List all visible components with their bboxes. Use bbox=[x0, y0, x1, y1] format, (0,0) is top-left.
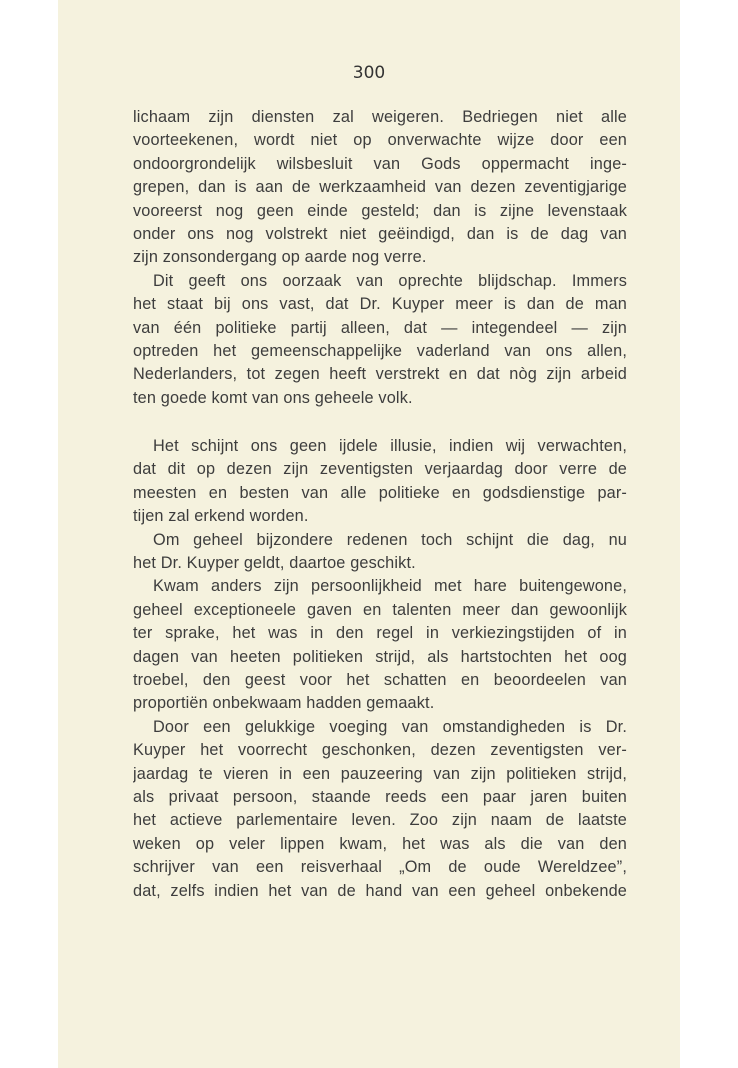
text-line: Kwam anders zijn persoonlijkheid met hare buitengewone, bbox=[153, 577, 627, 596]
paragraph bbox=[133, 529, 627, 576]
paragraph bbox=[133, 716, 627, 903]
text-line: grepen, dan is aan de werkzaamheid van dezen zeventigjarige bbox=[133, 178, 627, 197]
text-line: het staat bij ons vast, dat Dr. Kuyper meer is dan de man bbox=[133, 295, 627, 314]
text-line: schrijver van een reisverhaal „Om de oude Wereldzee”, bbox=[133, 858, 627, 877]
text-line: ter sprake, het was in den regel in verkiezingstijden of in bbox=[133, 624, 627, 643]
text-line: Door een gelukkige voeging van omstandigheden is Dr. bbox=[153, 717, 627, 736]
text-line: dat dit op dezen zijn zeventigsten verjaardag door verre de bbox=[133, 460, 627, 479]
text-line: onder ons nog volstrekt niet geëindigd, dan is de dag van bbox=[133, 224, 627, 243]
text-line: optreden het gemeenschappelijke vaderland van ons allen, bbox=[133, 341, 627, 360]
text-line: Nederlanders, tot zegen heeft verstrekt en dat nòg zijn arbeid bbox=[133, 365, 627, 384]
text-line: lichaam zijn diensten zal weigeren. Bedriegen niet alle bbox=[133, 108, 627, 126]
text-line: Kuyper het voorrecht geschonken, dezen zeventigsten ver- bbox=[133, 741, 627, 760]
body-text bbox=[133, 106, 627, 903]
text-line: ten goede komt van ons geheele volk. bbox=[133, 388, 413, 407]
text-line: van één politieke partij alleen, dat — integendeel — zijn bbox=[133, 318, 627, 337]
page-number: 300 bbox=[352, 63, 386, 83]
text-line: Het schijnt ons geen ijdele illusie, indien wij verwachten, bbox=[153, 437, 627, 456]
paragraph bbox=[133, 435, 627, 529]
text-line: meesten en besten van alle politieke en godsdienstige par- bbox=[133, 483, 627, 502]
text-line: als privaat persoon, staande reeds een paar jaren buiten bbox=[133, 787, 627, 806]
text-line: voorteekenen, wordt niet op onverwachte wijze door een bbox=[133, 131, 627, 150]
text-line: geheel exceptioneele gaven en talenten meer dan gewoonlijk bbox=[133, 600, 627, 619]
text-line: ondoorgrondelijk wilsbesluit van Gods oppermacht inge- bbox=[133, 154, 627, 173]
paragraph bbox=[133, 106, 627, 270]
text-line: het Dr. Kuyper geldt, daartoe geschikt. bbox=[133, 554, 416, 573]
text-line: vooreerst nog geen einde gesteld; dan is zijne levenstaak bbox=[133, 201, 627, 220]
text-line: tijen zal erkend worden. bbox=[133, 507, 309, 526]
text-line: Om geheel bijzondere redenen toch schijnt die dag, nu bbox=[153, 530, 627, 549]
text-line: proportiën onbekwaam hadden gemaakt. bbox=[133, 694, 435, 713]
book-page bbox=[58, 0, 680, 1068]
text-line: weken op veler lippen kwam, het was als die van den bbox=[133, 834, 627, 853]
paragraph bbox=[133, 270, 627, 410]
text-line: jaardag te vieren in een pauzeering van zijn politieken strijd, bbox=[133, 764, 627, 783]
text-line: troebel, den geest voor het schatten en beoordeelen van bbox=[133, 670, 627, 689]
text-line: dagen van heeten politieken strijd, als hartstochten het oog bbox=[133, 647, 627, 666]
text-line: zijn zonsondergang op aarde nog verre. bbox=[133, 248, 427, 267]
text-line: Dit geeft ons oorzaak van oprechte blijdschap. Immers bbox=[153, 271, 627, 290]
text-line: het actieve parlementaire leven. Zoo zijn naam de laatste bbox=[133, 811, 627, 830]
paragraph-gap bbox=[133, 410, 627, 435]
text-line: dat, zelfs indien het van de hand van een geheel onbekende bbox=[133, 881, 627, 900]
paragraph bbox=[133, 575, 627, 715]
